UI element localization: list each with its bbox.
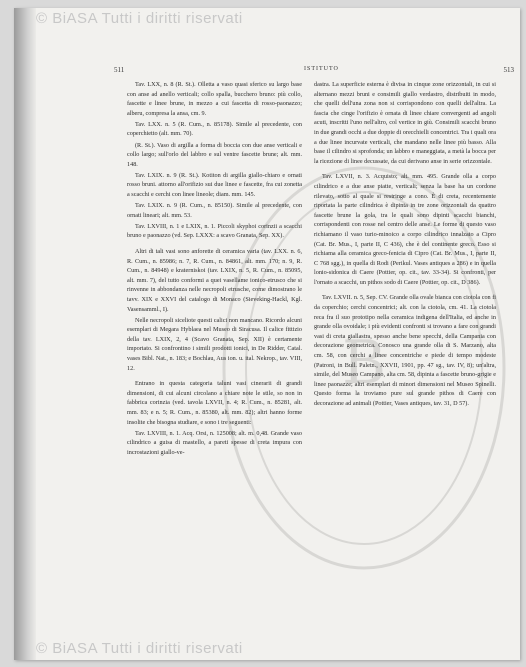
svg-text:B: B xyxy=(341,328,387,398)
paragraph: (R. St.). Vaso di argilla a forma di boccia con due anse verticali e collo largo; sull'orlo del labbro e sul ventre fascette brune; alt. mm. 148. xyxy=(127,141,302,168)
running-head: ISTITUTO xyxy=(304,66,339,72)
paragraph: Tav. LXVII, n. 3. Acquisto; alt. mm. 495. Grande olla a corpo cilindrico e a due anse piatte, verticali; senza la base ha un cordone rilevato, sotto al quale si restringe a cono. È di creta, recentemente riportata la parte cilindrica è dipinta in tre zone orizzontali da quattro fascette brune la gola, tra le quali sono dipinti scacchi bianchi, corrispondenti con rosse nel centro delle anse. Le forme di questo vaso richiamano il vaso turio-minoico a corpo cilindrico innalzato a Cipro (Cat. Br. Mus., I, parte II, C 436), che è del continente greco. Esso si richiama alla ceramica greco-fenicia di Cipro (Cat. Br. Mus., I, parte II, C 768 sgg.), in quella di Rodi (Perikul. Vases antiques a 286) e in quella lonio-sidonica di Caere (Pottier, op. cit., tav. 33-34). Si confronti, per l'ornato a scacchi, un pithos sodo di Caere (Pottier, op. cit., D 386). xyxy=(314,173,496,286)
paragraph: Tav. LXX. n. 5 (R. Cum., n. 85178). Simile al precedente, con coperchietto (alt. mm. 70). xyxy=(127,120,302,138)
paragraph: Tav. LXVIII, n. 1. Acq. Orsi, n. 125008; alt. m. 0,48. Grande vaso cilindrico a guisa di mastello, a pareti spesse di creta impura con incrostazioni giallo-ve- xyxy=(127,429,302,456)
paragraph: Entrano in questa categoria taluni vasi cinerarii di grandi dimensioni, di cui alcuni circolano a chiare note le stile, so non in fabbrica corinzia (ved. tavola LXVII, n. 4; R. Cum., n. 85281, alt. mm. 83; e n. 5; R. Cum., n. 85380, alt. mm. 82); altri hanno forme insolite che bisogna studiare, e sono i tre seguenti: xyxy=(127,380,302,426)
watermark-bottom: © BiASA Tutti i diritti riservati xyxy=(36,640,243,657)
book-spine-shadow xyxy=(14,8,36,660)
page-header xyxy=(114,66,514,78)
right-page-number: 513 xyxy=(503,66,514,74)
right-text-column xyxy=(314,80,496,410)
paragraph: dastra. La superficie esterna è divisa in cinque zone orizzontali, in cui si alternano mezzi bruni e consimili giallo verdastro, distribuiti in modo, che quelli dell'una zona non si corrispondono con quelli dell'altra. La fascia che cinge l'orifizio è ornata di linee chiare convergenti ad angoli acuti, inscritti l'uno nell'altro, col vertice in giù. Consimili scacchi bruno in due grandi occhi a due doppie di orecchielli concentrici. Tra i quali ora a due linee incurvate verticali, che mandano nelle linee più basso. Alla base il cilindro si sprofonda; un labbro e maneggiata, a metà la bocca per la ricezione di linee decussate, da cui derivano anse in serie orizzontale. xyxy=(314,81,496,165)
paragraph: Nelle necropoli siceliote questi calici non mancano. Ricordo alcuni esemplari di Megara Hyblaea nel Museo di Siracusa. Il calice fittizio della tav. LXIX, 2, 4 (Scavo Granata, Sep. XII) è certamente importato. Si confrontino i simili prodotti ionici, in De Ridder, Catal. vases Bibl. Nat., n. 183; e Bochlau, Aus ion. u. ital. Nekrop., tav. VIII, 12. xyxy=(127,316,302,372)
paragraph: Altri di tali vasi sono anforette di ceramica varia (tav. LXX. n. 6, R. Cum., n. 85986; n. 7, R. Cum., n. 84861, alt. mm. 170; n. 9, R. Cum., n. 84948) e kraterniskoi (tav. LXIX, n. 5, R. Cum., n. 85095, alt. mm. 7), del tutto conformi a quei vasellame ionico-etrusco che si rinvenne in abbondanza nelle necropoli etrusche, come dimostrano le tavv. XIX e XXVI del catalogo di Monaco (Sieveking-Hackl, Kgl. Vasensamml., I). xyxy=(127,248,302,313)
paragraph: Tav. LXIX. n. 9 (R. St.). Kotiton di argilla giallo-chiaro e ornati rosso bruni. attorno all'orifizio sui due linee e fascette, fra cui zonetta a scacchi e cerchi con linee lineole; diam. mm. 145. xyxy=(127,171,302,199)
left-text-column xyxy=(127,80,302,459)
watermark-top: © BiASA Tutti i diritti riservati xyxy=(36,10,243,27)
left-page-number: 511 xyxy=(114,66,125,74)
paragraph: Tav. LXVII. n. 5, Sep. CV. Grande olla ovale bianca con ciotola con fi da coperchio; cerchi concentrici; alt. con la ciotola, cm. 41. La ciotola reca fra il suo prototipo nella ceramica indigena dell'Italia, ed anche in grande olla ovoidale; i più evidenti confronti si trovano a fare con grandi vasi di creta giallastra, spesso anche bene specchi, della Campania con decorazione geometrica. Conosco una grande olla di S. Marzano, alta cm. 58, con cerchi a linee concentriche e piede di tempo modeste (Patroni, in Bull. Paletn., XXVII, 1901, pp. 47 sg., tav. IV, 8); un'altra, simile, del Museo Campano, alta cm. 58, dipinta a fascette bruno-grigie e linee paonazze; altri esemplari di minori dimensioni nel Museo Spinelli. Questo forma la troviamo pure sul grande pithos di Caere con decorazione ad animali (Pottier, Vases antiques, tav. 31, D 57). xyxy=(314,294,496,407)
paragraph: Tav. LXX, n. 8 (R. St.). Olletta a vaso quasi sferico su largo base con anse ad anello verticali; collo spalla, bucchero bruno: più collo, fascette e linee brune, in mezzo a cui fascetta di rosso-paonazzo; alberu, compresa la ansa, cm. 9. xyxy=(127,81,302,117)
scanned-page xyxy=(14,8,520,660)
paragraph: Tav. LXIX. n. 9 (R. Cum., n. 85150). Simile al precedente, con ornati lineari; alt. mm. 53. xyxy=(127,202,302,219)
paragraph: Tav. LXVIII, n. 1 e LXIX, n. 1. Piccoli skyphoi corinzii a scacchi bruno e paonazzo (vd. Sep. LXXX: a scavo Granata, Sep. XX). xyxy=(127,222,302,240)
